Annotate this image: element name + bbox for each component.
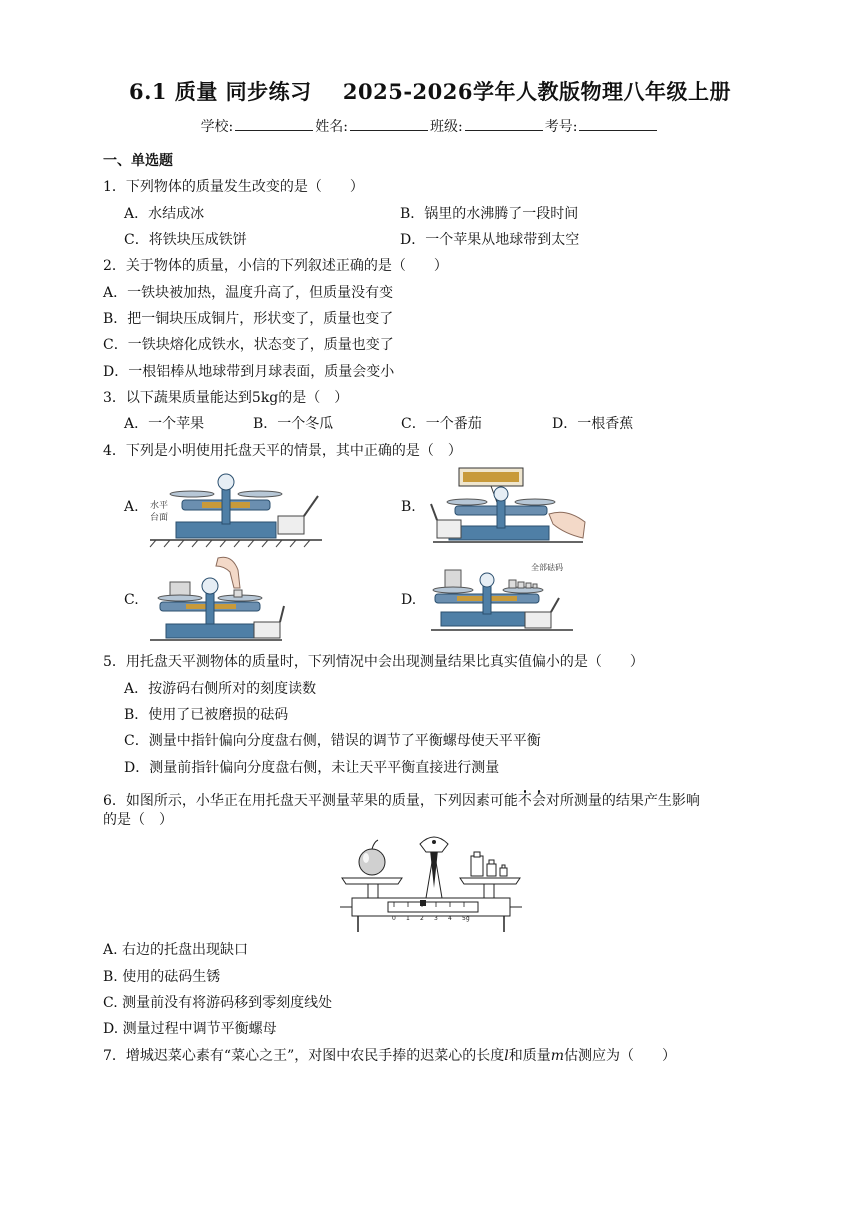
q6-stem [103, 792, 700, 810]
class-blank[interactable] [465, 118, 543, 131]
q3-option-d[interactable]: D．一根香蕉 [552, 416, 634, 432]
q4-option-a-label[interactable]: A. [124, 499, 139, 515]
q4-option-c-label[interactable]: C. [124, 592, 139, 608]
school-blank[interactable] [235, 118, 313, 131]
q1-option-d[interactable]: D．一个苹果从地球带到太空 [400, 232, 580, 248]
q1-stem: 1．下列物体的质量发生改变的是（ ） [103, 179, 364, 195]
label-shuiping: 水平 [150, 501, 169, 511]
q4-option-d-label[interactable]: D. [401, 592, 417, 608]
scale-tick-5g: 5g [462, 915, 470, 922]
name-blank[interactable] [350, 118, 428, 131]
school-label: 学校: [200, 119, 234, 135]
q6-stem-part1: 6．如图所示，小华正在用托盘天平测量苹果的质量，下列因素可能 [103, 793, 518, 809]
q7-stem-b: 和质量 [508, 1048, 551, 1064]
q1-option-b[interactable]: B．锅里的水沸腾了一段时间 [400, 206, 579, 222]
q5-option-d[interactable]: D．测量前指针偏向分度盘右侧，未让天平平衡直接进行测量 [124, 760, 500, 776]
q6-stem-part2: 对所测量的结果产生影响 [545, 793, 700, 809]
balance-figure-d [427, 560, 577, 636]
scale-tick-4: 4 [448, 915, 452, 922]
q5-option-c[interactable]: C．测量中指针偏向分度盘右侧，错误的调节了平衡螺母使天平平衡 [124, 733, 541, 749]
q6-emphasis-1: 不 [517, 793, 532, 809]
q2-option-a[interactable]: A．一铁块被加热，温度升高了，但质量没有变 [103, 285, 394, 301]
page-title: 6.1 质量 同步练习 2025-2026学年人教版物理八年级上册 [128, 79, 731, 104]
q7-stem-a: 7．增城迟菜心素有“菜心之王”，对图中农民手捧的迟菜心的长度 [103, 1048, 505, 1064]
q3-stem: 3．以下蔬果质量能达到5kg的是（ ） [103, 390, 349, 406]
name-label: 姓名: [315, 119, 348, 135]
q3-option-b[interactable]: B．一个冬瓜 [253, 416, 334, 432]
q6-option-c[interactable]: C. 测量前没有将游码移到零刻度线处 [103, 995, 333, 1011]
q1-option-a[interactable]: A．水结成冰 [124, 206, 205, 222]
q6-option-b[interactable]: B. 使用的砝码生锈 [103, 969, 221, 985]
scale-tick-0: 0 [392, 915, 396, 922]
balance-figure-b [427, 464, 587, 548]
q5-option-b[interactable]: B．使用了已被磨损的砝码 [124, 707, 289, 723]
q2-option-b[interactable]: B．把一铜块压成铜片，形状变了，质量也变了 [103, 311, 394, 327]
q5-stem: 5．用托盘天平测物体的质量时，下列情况中会出现测量结果比真实值偏小的是（ ） [103, 654, 644, 670]
q7-var-l: l [504, 1048, 509, 1064]
scale-tick-2: 2 [420, 915, 424, 922]
class-label: 班级: [430, 119, 463, 135]
q7-stem [103, 1047, 676, 1065]
q2-stem: 2．关于物体的质量，小信的下列叙述正确的是（ ） [103, 258, 448, 274]
q6-option-a[interactable]: A. 右边的托盘出现缺口 [103, 942, 249, 958]
balance-figure-a [146, 470, 326, 548]
scale-tick-3: 3 [434, 915, 438, 922]
q7-stem-c: 估测应为（ ） [564, 1048, 676, 1064]
q5-option-a[interactable]: A．按游码右侧所对的刻度读数 [124, 681, 317, 697]
q6-option-d[interactable]: D. 测量过程中调节平衡螺母 [103, 1021, 277, 1037]
exam-no-label: 考号: [544, 119, 578, 135]
q1-option-c[interactable]: C．将铁块压成铁饼 [124, 232, 247, 248]
student-info-line [0, 116, 860, 136]
q7-var-m: m [550, 1048, 564, 1064]
q4-stem: 4．下列是小明使用托盘天平的情景，其中正确的是（ ） [103, 443, 462, 459]
q6-stem-line2: 的是（ ） [103, 812, 173, 828]
q6-emphasis-2: 会 [531, 793, 546, 809]
q2-option-d[interactable]: D．一根铝棒从地球带到月球表面，质量会变小 [103, 364, 395, 380]
q2-option-c[interactable]: C．一铁块熔化成铁水，状态变了，质量也变了 [103, 337, 394, 353]
section-heading: 一、单选题 [103, 153, 173, 169]
exam-no-blank[interactable] [579, 118, 657, 131]
q3-option-a[interactable]: A．一个苹果 [124, 416, 205, 432]
label-all-weights: 全部砝码 [531, 563, 563, 572]
scale-tick-1: 1 [406, 915, 410, 922]
balance-figure-c [146, 556, 286, 646]
q3-option-c[interactable]: C．一个番茄 [401, 416, 482, 432]
label-taimian: 台面 [150, 513, 169, 523]
apple-balance-figure [338, 828, 524, 936]
q4-option-b-label[interactable]: B. [401, 499, 416, 515]
